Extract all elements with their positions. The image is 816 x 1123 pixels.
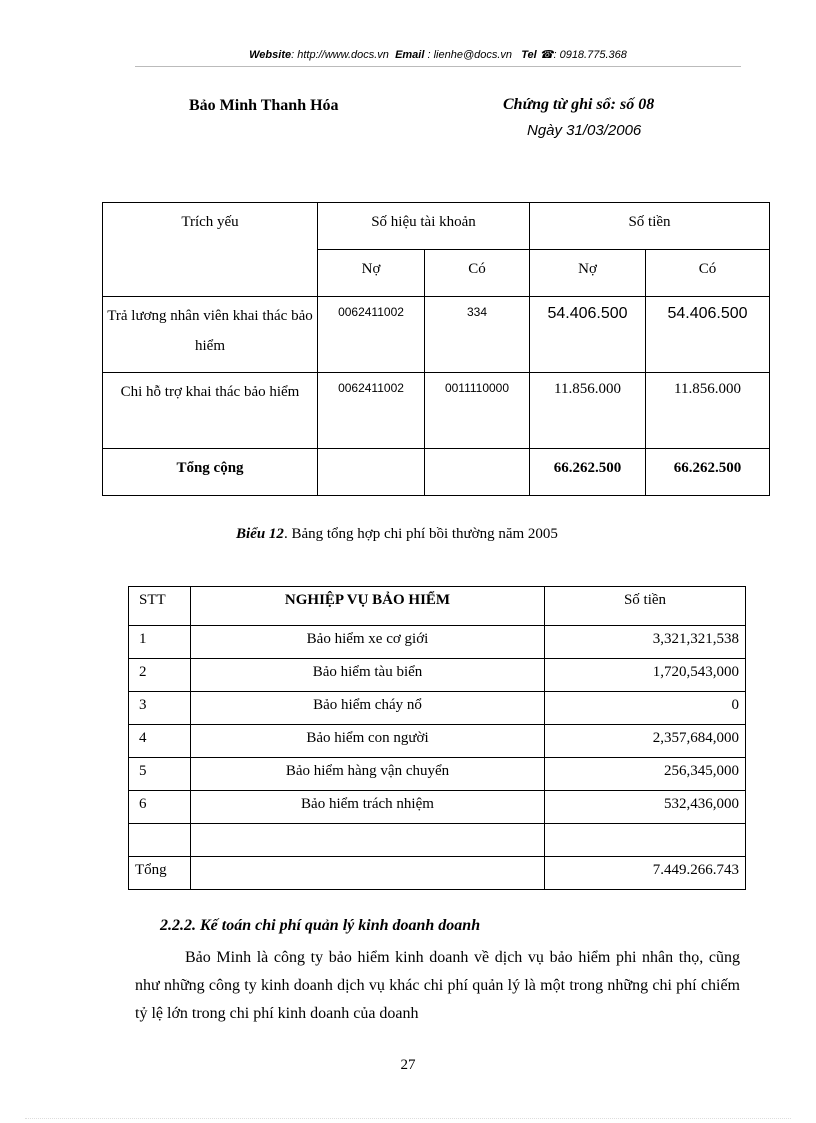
- row-amount: 1,720,543,000: [545, 659, 746, 692]
- table-row: [129, 659, 746, 692]
- account-debit-header: Nợ: [318, 250, 425, 297]
- website-label: Website: [249, 49, 292, 61]
- table-row: [129, 758, 746, 791]
- row-amount: 0: [545, 692, 746, 725]
- table-row: [129, 692, 746, 725]
- amount-header: Số tiền: [545, 587, 746, 626]
- total-empty-cell: [318, 449, 425, 496]
- row-desc: Chi hỗ trợ khai thác bảo hiểm: [103, 373, 318, 449]
- total-amount: 7.449.266.743: [545, 857, 746, 890]
- row-amount-debit: 11.856.000: [530, 373, 646, 449]
- row-stt: 1: [129, 626, 191, 659]
- table-row: [103, 297, 770, 373]
- row-amount-credit: 54.406.500: [646, 297, 770, 373]
- col-amount-header: Số tiền: [530, 203, 770, 250]
- row-name: Bảo hiểm con người: [191, 725, 545, 758]
- website-value: : http://www.docs.vn: [291, 49, 389, 61]
- page-number: 27: [400, 1057, 416, 1073]
- total-label: Tổng cộng: [103, 449, 318, 496]
- total-debit: 66.262.500: [530, 449, 646, 496]
- page-header: [135, 48, 741, 61]
- row-amount-debit: 54.406.500: [530, 297, 646, 373]
- row-amount: 256,345,000: [545, 758, 746, 791]
- email-value: : lienhe@docs.vn: [427, 49, 513, 61]
- table-caption: [236, 526, 558, 543]
- table-row: [129, 626, 746, 659]
- account-credit-header: Có: [425, 250, 530, 297]
- amount-credit-header: Có: [646, 250, 770, 297]
- total-credit: 66.262.500: [646, 449, 770, 496]
- col-summary-header: Trích yếu: [103, 203, 318, 297]
- row-amount: 532,436,000: [545, 791, 746, 824]
- tel-label: Tel: [521, 49, 537, 61]
- row-stt: 6: [129, 791, 191, 824]
- voucher-table: [102, 202, 770, 496]
- voucher-title: Chứng từ ghi sổ: số 08: [503, 96, 655, 113]
- caption-text: . Bảng tổng hợp chi phí bồi thường năm 2005: [283, 526, 558, 542]
- email-label: Email: [395, 49, 425, 61]
- stt-header: STT: [129, 587, 191, 626]
- empty-cell: [191, 857, 545, 890]
- row-stt: 2: [129, 659, 191, 692]
- voucher-date: Ngày 31/03/2006: [527, 122, 642, 139]
- footer-divider: [25, 1118, 791, 1119]
- row-name: Bảo hiểm cháy nổ: [191, 692, 545, 725]
- caption-label: Biểu 12: [236, 526, 284, 542]
- empty-row: [129, 824, 746, 857]
- empty-cell: [191, 824, 545, 857]
- header-divider: [135, 66, 741, 67]
- company-name: Bảo Minh Thanh Hóa: [189, 97, 339, 114]
- body-paragraph: Bảo Minh là công ty bảo hiểm kinh doanh về dịch vụ bảo hiểm phi nhân thọ, cũng như những công ty kinh doanh dịch vụ khác chi phí quản lý là một trong những chi phí chiếm tỷ lệ lớn trong chi phí kinh doanh của doanh: [135, 949, 740, 1022]
- row-stt: 4: [129, 725, 191, 758]
- row-name: Bảo hiểm trách nhiệm: [191, 791, 545, 824]
- total-row: [129, 857, 746, 890]
- claims-table: [128, 586, 746, 890]
- empty-cell: [129, 824, 191, 857]
- row-name: Bảo hiểm tàu biển: [191, 659, 545, 692]
- row-name: Bảo hiểm xe cơ giới: [191, 626, 545, 659]
- row-amount: 3,321,321,538: [545, 626, 746, 659]
- section-title: 2.2.2. Kế toán chi phí quản lý kinh doanh doanh: [160, 917, 481, 934]
- row-stt: 3: [129, 692, 191, 725]
- row-stt: 5: [129, 758, 191, 791]
- phone-icon: ☎: [539, 49, 554, 61]
- total-empty-cell: [425, 449, 530, 496]
- table-row: [103, 373, 770, 449]
- total-label: Tổng: [129, 857, 191, 890]
- row-amount-credit: 11.856.000: [646, 373, 770, 449]
- business-header: NGHIỆP VỤ BẢO HIỂM: [191, 587, 545, 626]
- amount-debit-header: Nợ: [530, 250, 646, 297]
- row-account-debit: 0062411002: [318, 373, 425, 449]
- table-row: [129, 725, 746, 758]
- row-name: Bảo hiểm hàng vận chuyển: [191, 758, 545, 791]
- row-account-credit: 334: [425, 297, 530, 373]
- col-account-header: Số hiệu tài khoản: [318, 203, 530, 250]
- tel-value: : 0918.775.368: [553, 49, 627, 61]
- row-desc: Trả lương nhân viên khai thác bảo hiểm: [103, 297, 318, 373]
- row-amount: 2,357,684,000: [545, 725, 746, 758]
- row-account-credit: 0011110000: [425, 373, 530, 449]
- row-account-debit: 0062411002: [318, 297, 425, 373]
- empty-cell: [545, 824, 746, 857]
- table-row: [129, 791, 746, 824]
